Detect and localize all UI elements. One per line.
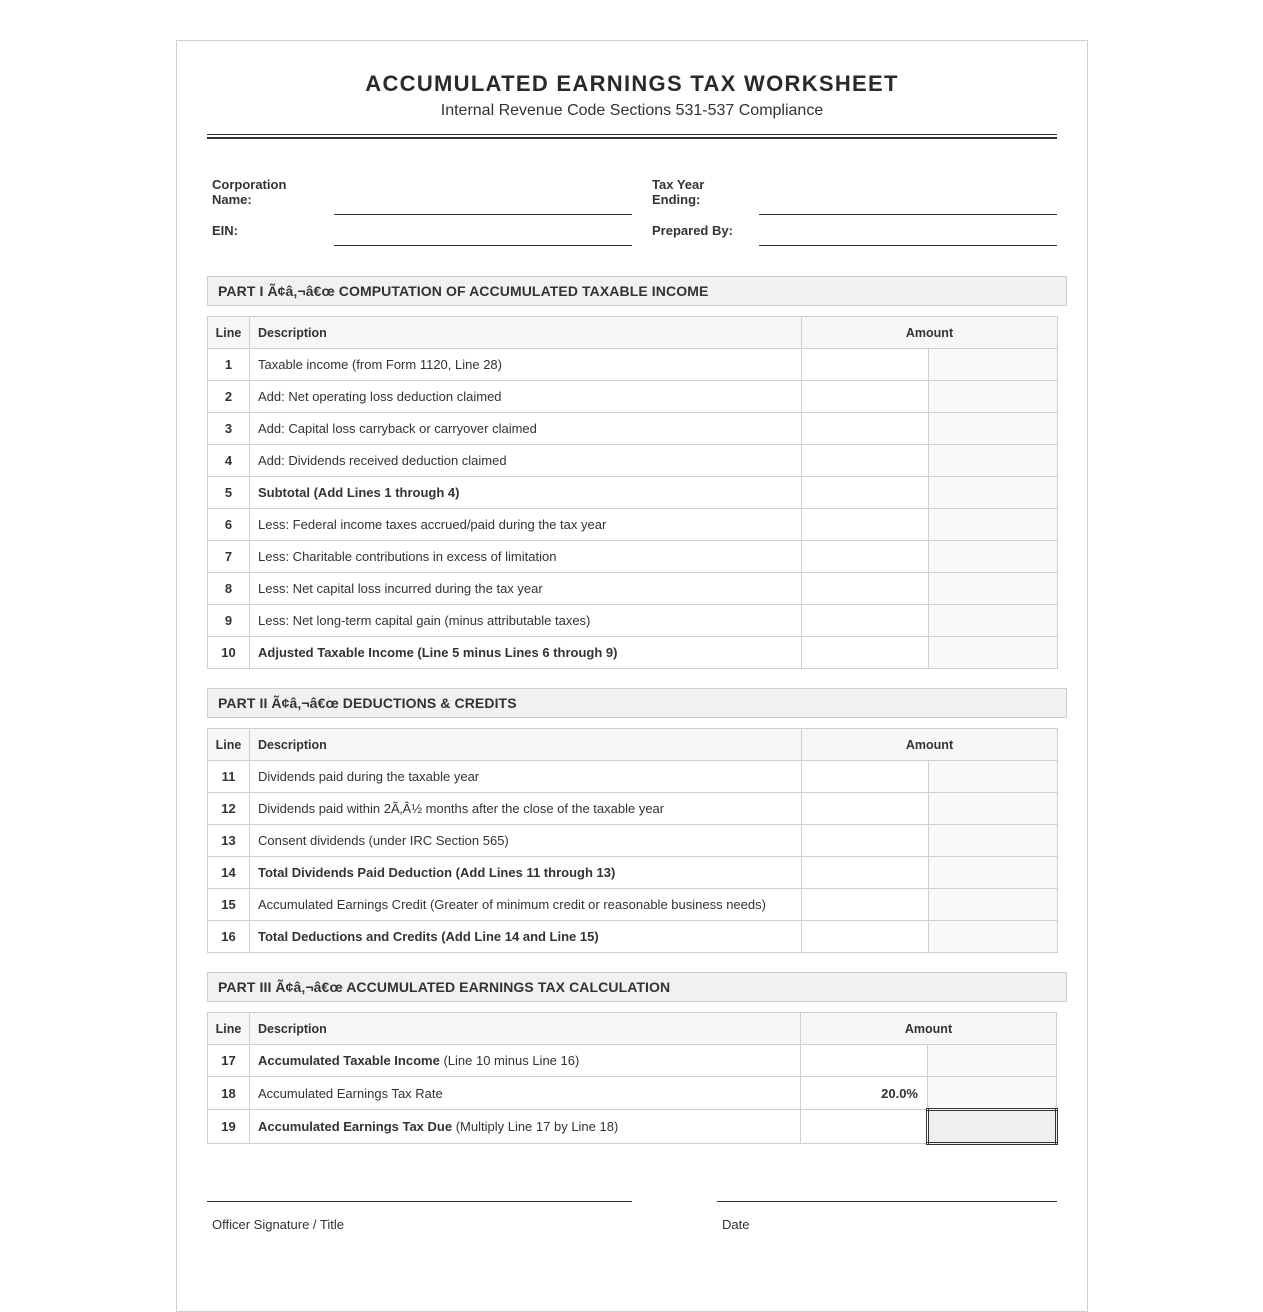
tax-year-label [652,177,704,207]
part2-heading: PART II Ã¢â‚¬â€œ DEDUCTIONS & CREDITS [207,688,1067,718]
amount-total-input[interactable] [929,793,1058,825]
corporation-name-field[interactable] [334,214,632,215]
line-description: Add: Capital loss carryback or carryover claimed [250,413,802,445]
line-description: Dividends paid during the taxable year [250,761,802,793]
line-description [250,1110,801,1144]
amount-input[interactable] [802,793,929,825]
line-description: Less: Charitable contributions in excess of limitation [250,541,802,573]
description-rest: (Line 10 minus Line 16) [439,1053,580,1068]
table-row [208,889,1058,921]
amount-total-input[interactable] [929,637,1058,669]
line-number: 2 [208,381,250,413]
line-description: Consent dividends (under IRC Section 565) [250,825,802,857]
part1-table [207,316,1058,669]
amount-total-input[interactable] [929,509,1058,541]
table-row [208,825,1058,857]
line-number: 16 [208,921,250,953]
officer-signature-line[interactable] [207,1201,632,1202]
line-number: 12 [208,793,250,825]
amount-input[interactable] [802,445,929,477]
table-row [208,413,1058,445]
line-description: Taxable income (from Form 1120, Line 28) [250,349,802,381]
line-number: 13 [208,825,250,857]
line-number: 9 [208,605,250,637]
line-number: 17 [208,1045,250,1077]
amount-input[interactable] [802,541,929,573]
line-number: 4 [208,445,250,477]
table-row [208,445,1058,477]
amount-total-input[interactable] [929,445,1058,477]
line-number: 7 [208,541,250,573]
line-description [250,1045,801,1077]
table-row [208,793,1058,825]
amount-input[interactable] [802,921,929,953]
table-row [208,857,1058,889]
line-number: 15 [208,889,250,921]
title-divider [207,134,1057,135]
tax-year-label-line1: Tax Year [652,177,705,192]
amount-input[interactable] [801,1045,928,1077]
line-number: 1 [208,349,250,381]
amount-input[interactable] [802,349,929,381]
amount-total-input[interactable] [929,605,1058,637]
table-row [208,573,1058,605]
line-description: Adjusted Taxable Income (Line 5 minus Lines 6 through 9) [250,637,802,669]
amount-input[interactable] [802,413,929,445]
amount-total-input[interactable] [929,761,1058,793]
line-number: 3 [208,413,250,445]
line-number: 5 [208,477,250,509]
line-description: Less: Net capital loss incurred during the tax year [250,573,802,605]
amount-total-input[interactable] [929,921,1058,953]
part1-heading: PART I Ã¢â‚¬â€œ COMPUTATION OF ACCUMULATED TAXABLE INCOME [207,276,1067,306]
amount-total-input[interactable] [928,1077,1057,1110]
table-row [208,605,1058,637]
line-description: Add: Dividends received deduction claimed [250,445,802,477]
part2-table [207,728,1058,953]
page-title: ACCUMULATED EARNINGS TAX WORKSHEET [365,71,899,96]
column-header-amount: Amount [802,317,1058,349]
amount-total-input[interactable] [929,825,1058,857]
line-description: Total Deductions and Credits (Add Line 14 and Line 15) [250,921,802,953]
officer-signature-label: Officer Signature / Title [212,1217,344,1232]
table-row [208,541,1058,573]
description-bold: Accumulated Earnings Tax Due [258,1119,453,1134]
table-row [208,1077,1057,1110]
corporation-name-label [212,177,286,207]
worksheet-page [176,40,1088,1312]
line-description: Subtotal (Add Lines 1 through 4) [250,477,802,509]
page-subtitle: Internal Revenue Code Sections 531-537 Compliance [440,102,824,119]
amount-total-input[interactable] [929,541,1058,573]
line-number: 11 [208,761,250,793]
prepared-by-label: Prepared By: [652,223,733,238]
line-number: 19 [208,1110,250,1144]
amount-input[interactable] [802,637,929,669]
description-bold: Accumulated Taxable Income [258,1053,440,1068]
amount-total-input[interactable] [929,857,1058,889]
date-label: Date [722,1217,750,1232]
part3-table [207,1012,1058,1145]
amount-total-input[interactable] [928,1045,1057,1077]
tax-year-field[interactable] [759,214,1057,215]
table-row [208,477,1058,509]
amount-total-input[interactable] [929,573,1058,605]
line-number: 10 [208,637,250,669]
column-header-description: Description [250,317,802,349]
ein-field[interactable] [334,245,632,246]
description-rest: (Multiply Line 17 by Line 18) [452,1119,619,1134]
table-row [208,349,1058,381]
column-header-description: Description [250,729,802,761]
amount-input[interactable] [802,761,929,793]
line-description: Add: Net operating loss deduction claimed [250,381,802,413]
column-header-line: Line [208,1013,250,1045]
column-header-line: Line [208,729,250,761]
table-row [208,761,1058,793]
table-row [208,921,1058,953]
line-description: Accumulated Earnings Tax Rate [250,1077,801,1110]
amount-input[interactable] [802,857,929,889]
amount-total-input[interactable] [929,413,1058,445]
line-number: 14 [208,857,250,889]
line-description: Dividends paid within 2Ã‚Â½ months after the close of the taxable year [250,793,802,825]
corporation-name-label-line2: Name: [212,192,252,207]
amount-input[interactable] [802,573,929,605]
amount-total-input[interactable] [929,889,1058,921]
amount-input[interactable] [802,605,929,637]
ein-label: EIN: [212,223,238,238]
tax-due-total-input[interactable] [928,1110,1057,1144]
line-number: 6 [208,509,250,541]
title-divider-thick [207,137,1057,139]
amount-input[interactable] [802,889,929,921]
line-number: 8 [208,573,250,605]
table-row [208,1110,1057,1144]
line-description: Less: Federal income taxes accrued/paid during the tax year [250,509,802,541]
column-header-amount: Amount [801,1013,1057,1045]
part3-heading: PART III Ã¢â‚¬â€œ ACCUMULATED EARNINGS TAX CALCULATION [207,972,1067,1002]
amount-input[interactable] [801,1110,928,1144]
table-row [208,509,1058,541]
table-row [208,381,1058,413]
table-header-row [208,729,1058,761]
table-header-row [208,317,1058,349]
amount-total-input[interactable] [929,477,1058,509]
line-number: 18 [208,1077,250,1110]
corporation-name-label-line1: Corporation [212,177,287,192]
amount-input[interactable] [802,825,929,857]
amount-input[interactable] [802,509,929,541]
prepared-by-field[interactable] [759,245,1057,246]
line-description: Total Dividends Paid Deduction (Add Lines 11 through 13) [250,857,802,889]
table-header-row [208,1013,1057,1045]
amount-total-input[interactable] [929,349,1058,381]
tax-rate-value[interactable]: 20.0% [801,1077,928,1110]
column-header-line: Line [208,317,250,349]
line-description: Less: Net long-term capital gain (minus attributable taxes) [250,605,802,637]
table-row [208,1045,1057,1077]
column-header-description: Description [250,1013,801,1045]
date-signature-line[interactable] [717,1201,1057,1202]
amount-input[interactable] [802,381,929,413]
table-row [208,637,1058,669]
tax-year-label-line2: Ending: [652,192,701,207]
line-description: Accumulated Earnings Credit (Greater of minimum credit or reasonable business needs) [250,889,802,921]
column-header-amount: Amount [802,729,1058,761]
amount-total-input[interactable] [929,381,1058,413]
amount-input[interactable] [802,477,929,509]
